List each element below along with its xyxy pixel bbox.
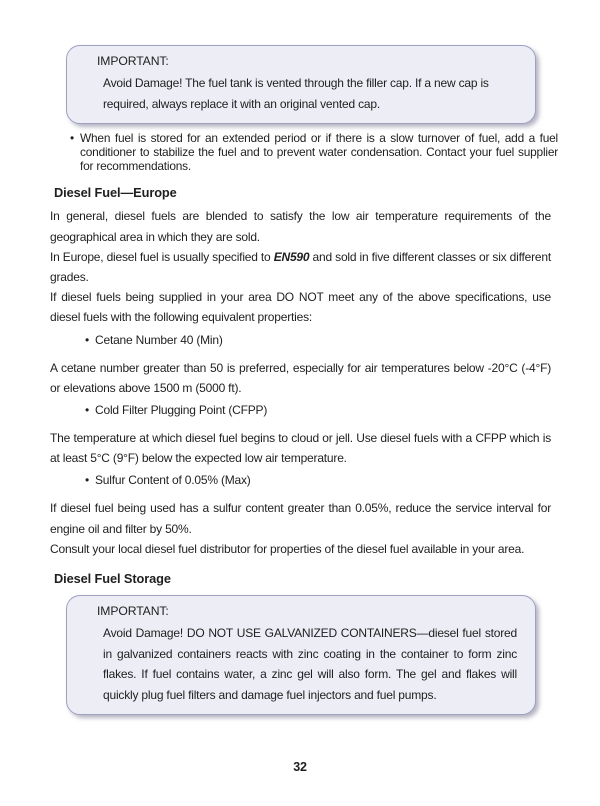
- bullet-cfpp: • Cold Filter Plugging Point (CFPP): [85, 403, 600, 417]
- paragraph-specifications: If diesel fuels being supplied in your area DO NOT meet any of the above specifications, use diesel fuels with the following equivalent properties:: [50, 290, 551, 325]
- europe-intro-paragraphs: [50, 206, 551, 327]
- paragraph-en590: [50, 247, 551, 287]
- paragraph-sulfur-note: If diesel fuel being used has a sulfur content greater than 0.05%, reduce the service interval for engine oil and filter by 50%.: [50, 501, 551, 536]
- bullet-sulfur-content: • Sulfur Content of 0.05% (Max): [85, 473, 600, 487]
- important-callout-galvanized: [66, 595, 536, 715]
- section-heading-diesel-fuel-storage: Diesel Fuel Storage: [54, 571, 171, 587]
- important-label: IMPORTANT:: [97, 54, 169, 68]
- paragraph-en590-pre: In Europe, diesel fuel is usually specified to: [50, 249, 274, 264]
- section-heading-diesel-fuel-europe: Diesel Fuel—Europe: [54, 185, 177, 201]
- bullet-fuel-conditioner: • When fuel is stored for an extended period or if there is a slow turnover of fuel, add a fuel conditioner to stabilize the fuel and to prevent water condensation. Contact your fuel supplier for recommendations.: [70, 132, 558, 173]
- important-callout-fuel-tank: [66, 45, 536, 124]
- sulfur-note-block: [50, 498, 551, 559]
- bullet-cetane-number: • Cetane Number 40 (Min): [85, 333, 600, 347]
- important-body-fuel-tank: Avoid Damage! The fuel tank is vented through the filler cap. If a new cap is required, always replace it with an original vented cap.: [103, 76, 489, 111]
- page-number: 32: [293, 760, 307, 774]
- paragraph-cetane-note: A cetane number greater than 50 is preferred, especially for air temperatures below -20°C (-4°F) or elevations above 1500 m (5000 ft).: [50, 360, 551, 395]
- paragraph-blend: In general, diesel fuels are blended to satisfy the low air temperature requirements of the geographical area in which they are sold.: [50, 209, 551, 244]
- important-body-galvanized: Avoid Damage! DO NOT USE GALVANIZED CONTAINERS—diesel fuel stored in galvanized containers reacts with zinc coating in the container to form zinc flakes. If fuel contains water, a zinc gel will also form. The gel and flakes will quickly plug fuel filters and damage fuel injectors and fuel pumps.: [103, 626, 517, 702]
- paragraph-cfpp-note: The temperature at which diesel fuel begins to cloud or jell. Use diesel fuels with a CFPP which is at least 5°C (9°F) below the expected low air temperature.: [50, 431, 551, 466]
- standard-ref-en590: EN590: [273, 249, 310, 264]
- cfpp-note-block: [50, 428, 551, 468]
- cetane-note-block: [50, 358, 551, 398]
- paragraph-consult-distributor: Consult your local diesel fuel distributor for properties of the diesel fuel available in your area.: [50, 541, 525, 556]
- important-label: IMPORTANT:: [97, 604, 169, 619]
- paragraph-en590-post: and sold in five different classes or six different grades.: [50, 249, 551, 284]
